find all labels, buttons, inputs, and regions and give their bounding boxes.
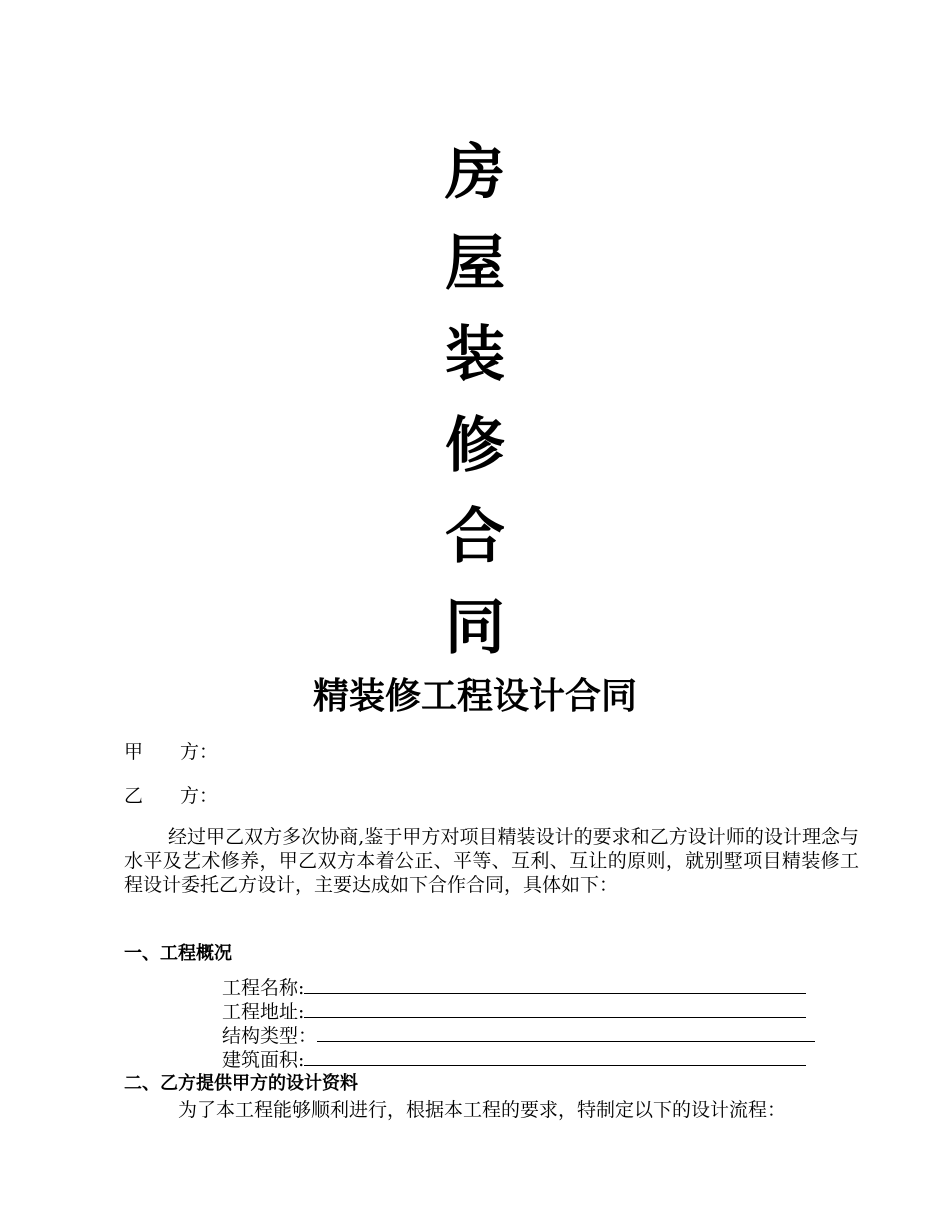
- cover-title-char: 修: [445, 411, 505, 481]
- floor-area-field: [222, 1049, 806, 1072]
- party-b-suffix: 方：: [180, 785, 219, 807]
- cover-title-char: 装: [445, 320, 505, 390]
- intro-paragraph: 经过甲乙双方多次协商,鉴于甲方对项目精装设计的要求和乙方设计师的设计理念与水平及艺术修养，甲乙双方本着公正、平等、互利、互让的原则，就别墅项目精装修工程设计委托乙方设计，主要达成如下合作合同，具体如下：: [124, 826, 859, 896]
- blank-line: [317, 1025, 815, 1042]
- project-address-field: [222, 1001, 806, 1024]
- field-label: 工程地址:: [222, 1001, 305, 1023]
- cover-title-char: 合: [445, 502, 505, 572]
- section-heading-overview: 一、工程概况: [124, 943, 232, 964]
- cover-title: [0, 128, 950, 674]
- cover-title-char: 同: [445, 593, 505, 663]
- section-heading-design-materials: 二、乙方提供甲方的设计资料: [124, 1073, 358, 1094]
- cover-title-char: 房: [445, 138, 505, 208]
- project-name-field: [222, 977, 806, 1000]
- field-label: 工程名称:: [222, 977, 305, 999]
- party-a-label: 甲: [124, 741, 144, 763]
- party-b-row: [124, 784, 218, 808]
- party-b-label: 乙: [124, 785, 144, 807]
- design-process-paragraph: 为了本工程能够顺利进行，根据本工程的要求，特制定以下的设计流程：: [178, 1099, 787, 1121]
- party-a-row: [124, 740, 218, 764]
- field-label: 结构类型：: [222, 1025, 318, 1047]
- structure-type-field: [222, 1025, 815, 1048]
- party-a-suffix: 方：: [180, 741, 219, 763]
- field-label: 建筑面积:: [222, 1049, 305, 1071]
- contract-subtitle: 精装修工程设计合同: [312, 676, 637, 717]
- blank-line: [304, 977, 806, 994]
- blank-line: [304, 1001, 806, 1018]
- blank-line: [304, 1049, 806, 1066]
- cover-title-char: 屋: [445, 229, 505, 299]
